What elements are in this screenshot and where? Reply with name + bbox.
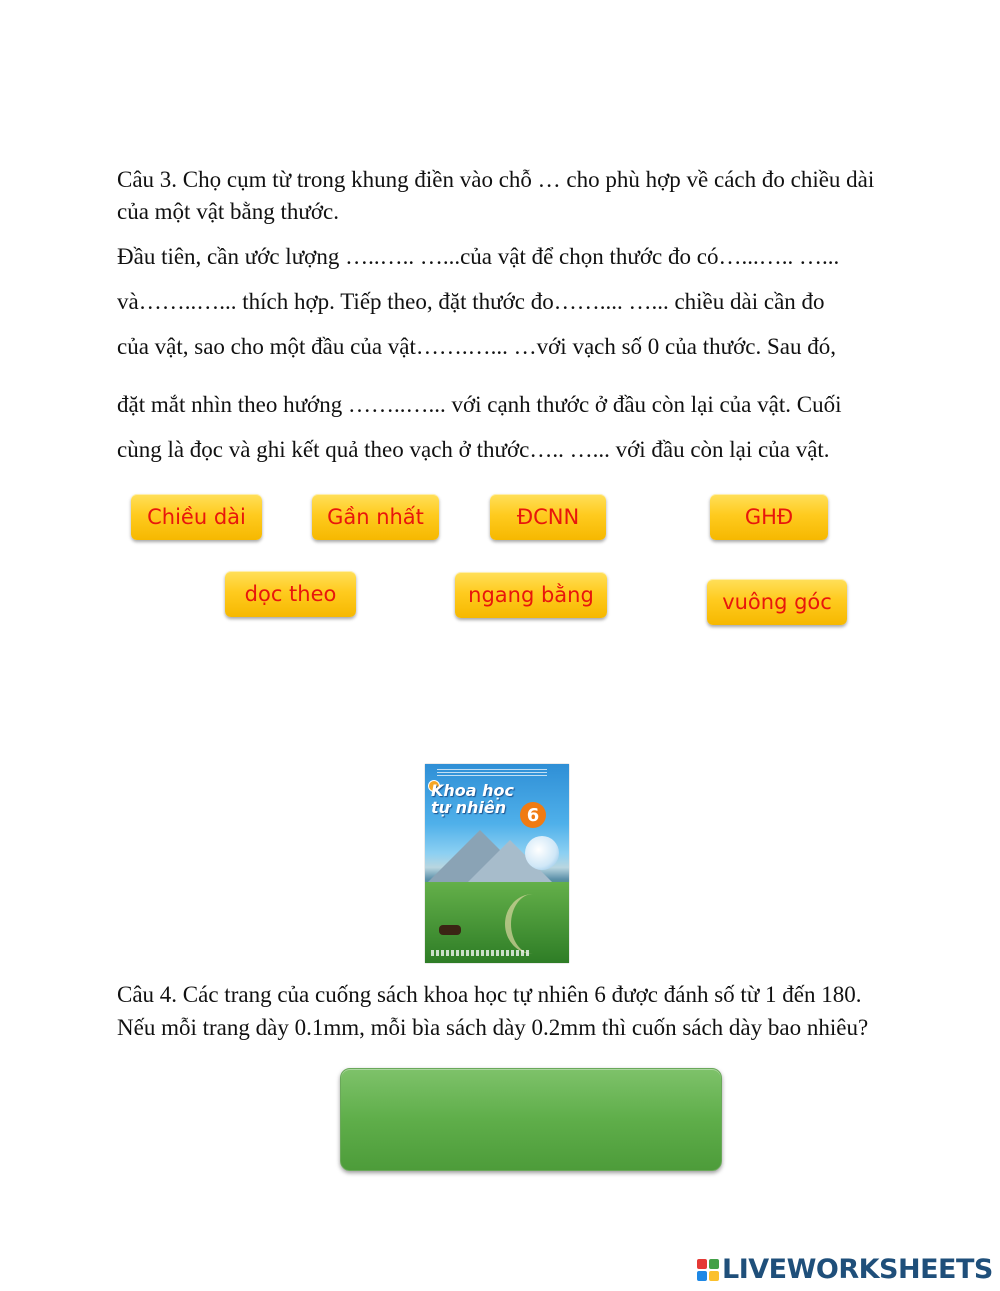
answer-box[interactable] — [340, 1068, 722, 1171]
word-chip-vuong-goc[interactable]: vuông góc — [707, 579, 847, 625]
q3-line-3: Đầu tiên, cần ước lượng …..….. …...của vật để chọn thước đo có…...….. …... — [117, 244, 840, 269]
liveworksheets-logo — [697, 1254, 993, 1285]
cover-author-text — [437, 769, 547, 777]
word-chip-chieu-dai[interactable]: Chiều dài — [131, 494, 262, 540]
q3-line-6: đặt mắt nhìn theo hướng ……..…... với cạnh thước ở đầu còn lại của vật. Cuối — [117, 392, 842, 417]
logo-square-4 — [709, 1271, 719, 1281]
logo-square-3 — [697, 1271, 707, 1281]
word-chip-ngang-bang[interactable]: ngang bằng — [455, 572, 607, 618]
q4-line-1: Câu 4. Các trang của cuống sách khoa học tự nhiên 6 được đánh số từ 1 đến 180. — [117, 982, 862, 1007]
word-chip-doc-theo[interactable]: dọc theo — [225, 571, 356, 617]
brand-name: LIVEWORKSHEETS — [722, 1254, 993, 1285]
liveworksheets-icon — [697, 1259, 719, 1281]
q3-line-1: Câu 3. Chọ cụm từ trong khung điền vào chỗ … cho phù hợp về cách đo chiều dài — [117, 167, 875, 192]
book-title-line-2: tự nhiên — [431, 798, 507, 817]
logo-square-1 — [697, 1259, 707, 1269]
q3-line-4: và……..…... thích hợp. Tiếp theo, đặt thước đo…….... …... chiều dài cần đo — [117, 289, 825, 314]
word-chip-dcnn[interactable]: ĐCNN — [490, 494, 606, 540]
answer-input[interactable] — [341, 1069, 721, 1170]
horse-icon — [439, 925, 461, 935]
q4-line-2: Nếu mỗi trang dày 0.1mm, mỗi bìa sách dày 0.2mm thì cuốn sách dày bao nhiêu? — [117, 1015, 869, 1040]
book-grade-number: 6 — [520, 802, 546, 828]
q3-line-7: cùng là đọc và ghi kết quả theo vạch ở thước….. …... với đầu còn lại của vật. — [117, 437, 830, 462]
book-title — [431, 782, 514, 816]
q3-line-2: của một vật bằng thước. — [117, 199, 339, 224]
word-chip-ghd[interactable]: GHĐ — [710, 494, 828, 540]
book-cover-image — [425, 764, 569, 963]
astronaut-icon — [525, 836, 559, 870]
cover-publisher-text — [431, 950, 531, 956]
path-shape — [505, 894, 561, 954]
word-chip-gan-nhat[interactable]: Gần nhất — [312, 494, 439, 540]
logo-square-2 — [709, 1259, 719, 1269]
book-title-line-1: Khoa học — [431, 781, 515, 800]
q3-line-5: của vật, sao cho một đầu của vật…….…... …với vạch số 0 của thước. Sau đó, — [117, 334, 836, 359]
